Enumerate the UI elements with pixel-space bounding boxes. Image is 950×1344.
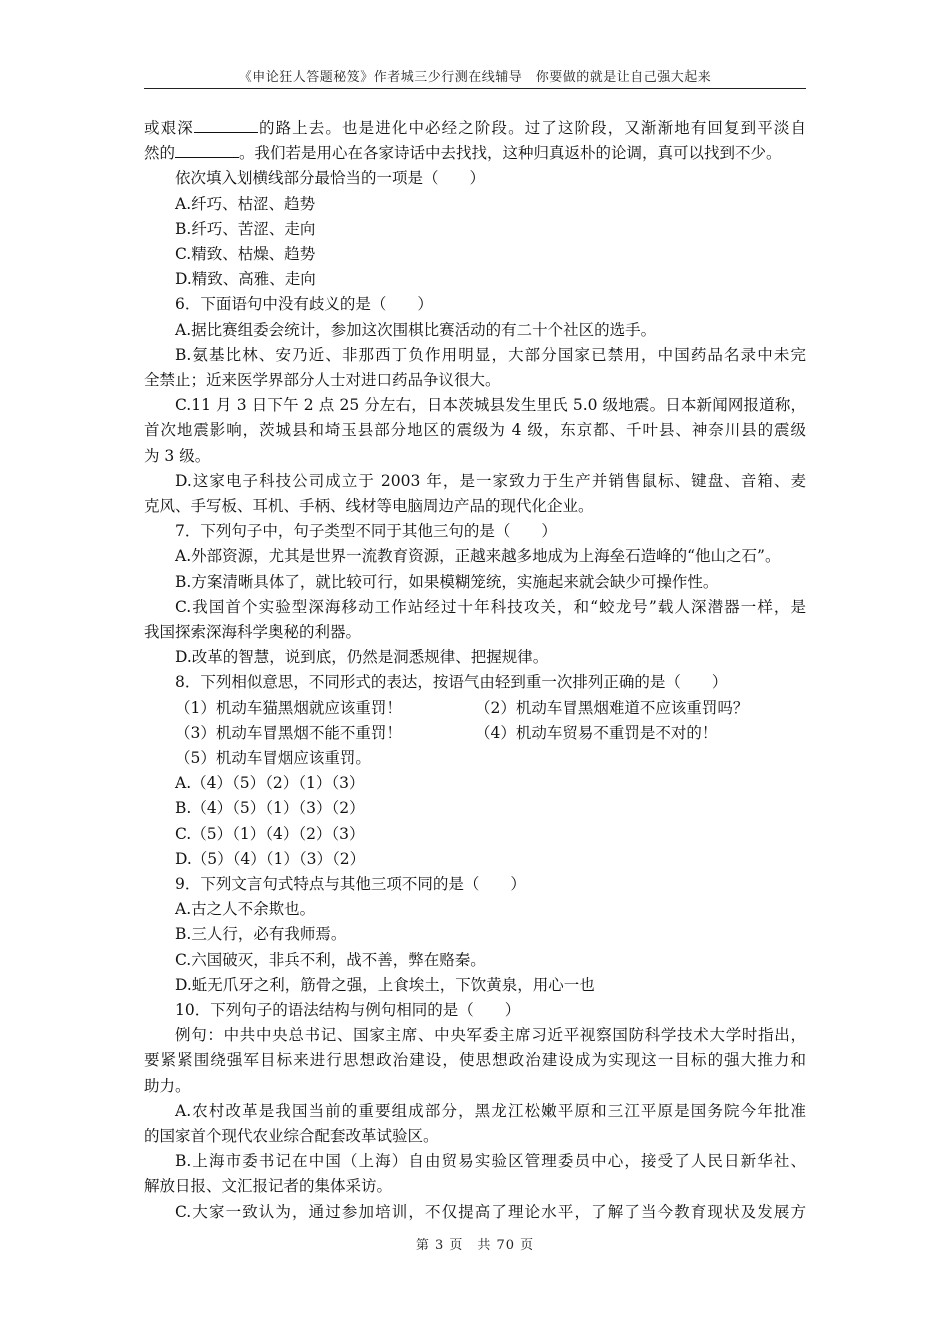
fill-blank <box>175 142 239 158</box>
q6-option-a: A.据比赛组委会统计，参加这次围棋比赛活动的有二十个社区的选手。 <box>175 320 657 339</box>
header-divider <box>144 88 806 89</box>
text: 或艰深 <box>144 119 194 137</box>
q10-example-line-3: 助力。 <box>144 1076 191 1095</box>
q9-stem: 9．下列文言句式特点与其他三项不同的是（ ） <box>175 875 526 893</box>
q7-option-d: D.改革的智慧，说到底，仍然是洞悉规律、把握规律。 <box>175 648 549 667</box>
q6-option-c-line-2: 首次地震影响，茨城县和埼玉县部分地区的震级为 4 级，东京都、千叶县、神奈川县的震级 <box>144 421 806 440</box>
q10-example-line-1: 例句：中共中央总书记、国家主席、中央军委主席习近平视察国防科学技术大学时指出， <box>175 1026 806 1045</box>
page-footer: 第 3 页 共 70 页 <box>415 1238 535 1253</box>
q6-option-c-line-3: 为 3 级。 <box>144 446 211 465</box>
q8-statements-row-1 <box>144 696 806 721</box>
text: 的路上去。也是进化中必经之阶段。过了这阶段，又渐渐地有回复到平淡自 <box>257 119 806 137</box>
q5-option-c: C.精致、枯燥、趋势 <box>175 245 316 263</box>
q8-option-d: D.（5）（4）（1）（3）（2） <box>175 849 366 868</box>
q8-option-c: C.（5）（1）（4）（2）（3） <box>175 824 365 843</box>
q10-option-a-line-1: A.农村改革是我国当前的重要组成部分，黑龙江松嫩平原和三江平原是国务院今年批准 <box>175 1101 806 1120</box>
fill-blank <box>194 117 258 133</box>
q8-statement-2: （2）机动车冒黑烟难道不应该重罚吗？ <box>475 698 749 717</box>
q7-stem: 7．下列句子中，句子类型不同于其他三句的是（ ） <box>175 522 557 541</box>
q9-option-c: C.六国破灭，非兵不利，战不善，弊在赂秦。 <box>175 950 486 969</box>
page-header: 《申论狂人答题秘笈》作者城三少行测在线辅导 你要做的就是让自己强大起来 <box>238 70 712 85</box>
q7-option-a: A.外部资源，尤其是世界一流教育资源，正越来越多地成为上海垒石造峰的“他山之石”。 <box>175 547 781 566</box>
q8-statement-4: （4）机动车贸易不重罚是不对的！ <box>475 723 718 742</box>
q10-example-line-2: 要紧紧围绕强军目标来进行思想政治建设，使思想政治建设成为实现这一目标的强大推力和 <box>144 1051 806 1070</box>
q10-option-b-line-1: B.上海市委书记在中国（上海）自由贸易实验区管理委员中心，接受了人民日新华社、 <box>175 1152 806 1171</box>
q7-option-c-line-1: C.我国首个实验型深海移动工作站经过十年科技攻关，和“蛟龙号”载人深潜器一样，是 <box>175 597 806 616</box>
q6-option-d-line-2: 克风、手写板、耳机、手柄、线材等电脑周边产品的现代化企业。 <box>144 496 594 515</box>
text: 。我们若是用心在各家诗话中去找找，这种归真返朴的论调，真可以找到不少。 <box>239 144 782 163</box>
q10-stem: 10．下列句子的语法结构与例句相同的是（ ） <box>175 1001 521 1020</box>
q8-option-b: B.（4）（5）（1）（3）（2） <box>175 799 365 818</box>
q5-option-d: D.精致、高雅、走向 <box>175 270 316 289</box>
q6-option-d-line-1: D.这家电子科技公司成立于 2003 年，是一家致力于生产并销售鼠标、键盘、音箱、麦 <box>175 471 806 490</box>
q8-statement-3: （3）机动车冒黑烟不能不重罚！ <box>175 723 402 742</box>
q6-option-c-line-1: C.11 月 3 日下午 2 点 25 分左右，日本茨城县发生里氏 5.0 级地震。日本新闻网报道称， <box>175 396 806 415</box>
page-content <box>144 116 806 1225</box>
q8-statements-row-2 <box>144 721 806 746</box>
q7-option-b: B.方案清晰具体了，就比较可行，如果模糊笼统，实施起来就会缺少可操作性。 <box>175 572 719 591</box>
q8-stem: 8．下列相似意思，不同形式的表达，按语气由轻到重一次排列正确的是（ ） <box>175 673 728 692</box>
q10-option-b-line-2: 解放日报、文汇报记者的集体采访。 <box>144 1177 393 1196</box>
q10-option-c-line-1: C.大家一致认为，通过参加培训，不仅提高了理论水平，了解了当今教育现状及发展方 <box>175 1202 806 1221</box>
q9-option-d: D.蚯无爪牙之利，筋骨之强，上食埃土，下饮黄泉，用心一也 <box>175 975 595 994</box>
q6-option-b-line-2: 全禁止；近来医学界部分人士对进口药品争议很大。 <box>144 371 501 389</box>
q8-statement-1: （1）机动车猫黑烟就应该重罚！ <box>175 698 402 717</box>
q6-option-b-line-1: B.氨基比林、安乃近、非那西丁负作用明显，大部分国家已禁用，中国药品名录中未完 <box>175 345 806 364</box>
q5-line-2 <box>144 141 806 166</box>
q7-option-c-line-2: 我国探索深海科学奥秘的利器。 <box>144 622 362 641</box>
q8-option-a: A.（4）（5）（2）（1）（3） <box>175 774 365 793</box>
q10-option-a-line-2: 的国家首个现代农业综合配套改革试验区。 <box>144 1126 439 1145</box>
q8-statement-5: （5）机动车冒烟应该重罚。 <box>175 748 371 767</box>
q5-option-b: B.纤巧、苦涩、走向 <box>175 219 316 238</box>
q5-line-1 <box>144 116 806 141</box>
q5-prompt: 依次填入划横线部分最恰当的一项是（ ） <box>175 169 486 188</box>
q5-option-a: A.纤巧、枯涩、趋势 <box>175 194 316 213</box>
q6-stem: 6．下面语句中没有歧义的是（ ） <box>175 295 433 314</box>
text: 然的 <box>144 144 176 163</box>
q9-option-a: A.古之人不余欺也。 <box>175 900 316 919</box>
q9-option-b: B.三人行，必有我师焉。 <box>175 925 347 944</box>
